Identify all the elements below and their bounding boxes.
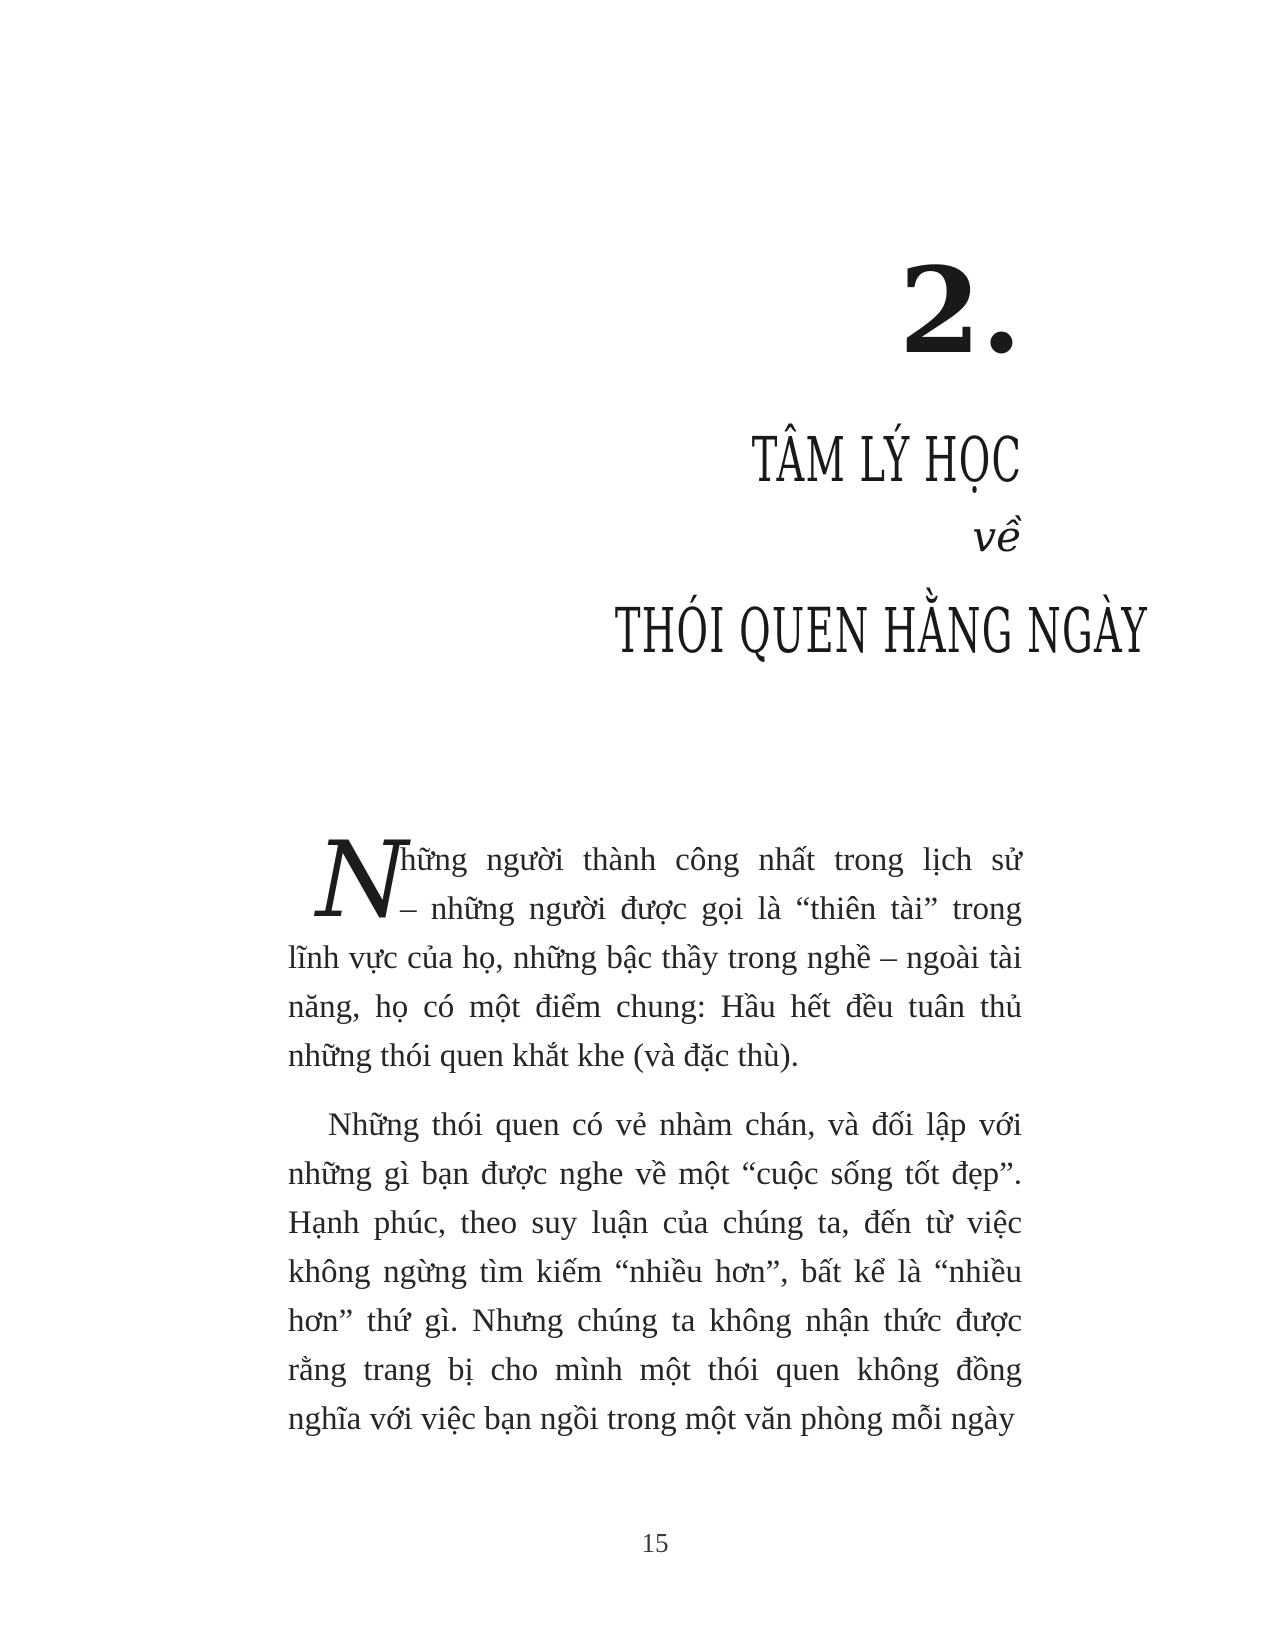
body-line: rằng trang bị cho mình một thói quen không đồng: [288, 1352, 1022, 1388]
body-line: không ngừng tìm kiếm “nhiều hơn”, bất kể là “nhiều: [288, 1254, 1022, 1290]
paragraph-2: [288, 1101, 1022, 1444]
chapter-title-top: [288, 423, 1022, 496]
chapter-title-connector: về: [972, 512, 1022, 561]
body-line: những gì bạn được nghe về một “cuộc sống tốt đẹp”.: [288, 1156, 1022, 1192]
body-line: nghĩa với việc bạn ngồi trong một văn phòng mỗi ngày: [288, 1401, 1015, 1437]
body-line: những thói quen khắt khe (và đặc thù).: [288, 1038, 799, 1074]
body-line: Hạnh phúc, theo suy luận của chúng ta, đến từ việc: [288, 1205, 1022, 1241]
body-line: Những thói quen có vẻ nhàm chán, và đối lập với: [328, 1107, 1022, 1143]
body-line: – những người được gọi là “thiên tài” trong: [400, 891, 1022, 927]
chapter-title-top-text: TÂM LÝ HỌC: [751, 423, 1022, 496]
body-text-column: [288, 819, 1022, 1444]
chapter-title-bottom: [288, 594, 1149, 667]
drop-cap: N: [316, 819, 408, 941]
chapter-number: 2.: [898, 241, 1022, 380]
body-line: hững người thành công nhất trong lịch sử: [400, 842, 1022, 878]
body-line: hơn” thứ gì. Nhưng chúng ta không nhận thức được: [288, 1303, 1022, 1339]
body-line: lĩnh vực của họ, những bậc thầy trong nghề – ngoài tài: [288, 940, 1022, 976]
paragraph-1: [288, 819, 1022, 1081]
body-line: năng, họ có một điểm chung: Hầu hết đều tuân thủ: [288, 989, 1022, 1025]
page-number: 15: [641, 1528, 669, 1558]
chapter-title-bottom-text: THÓI QUEN HẰNG NGÀY: [614, 594, 1149, 667]
